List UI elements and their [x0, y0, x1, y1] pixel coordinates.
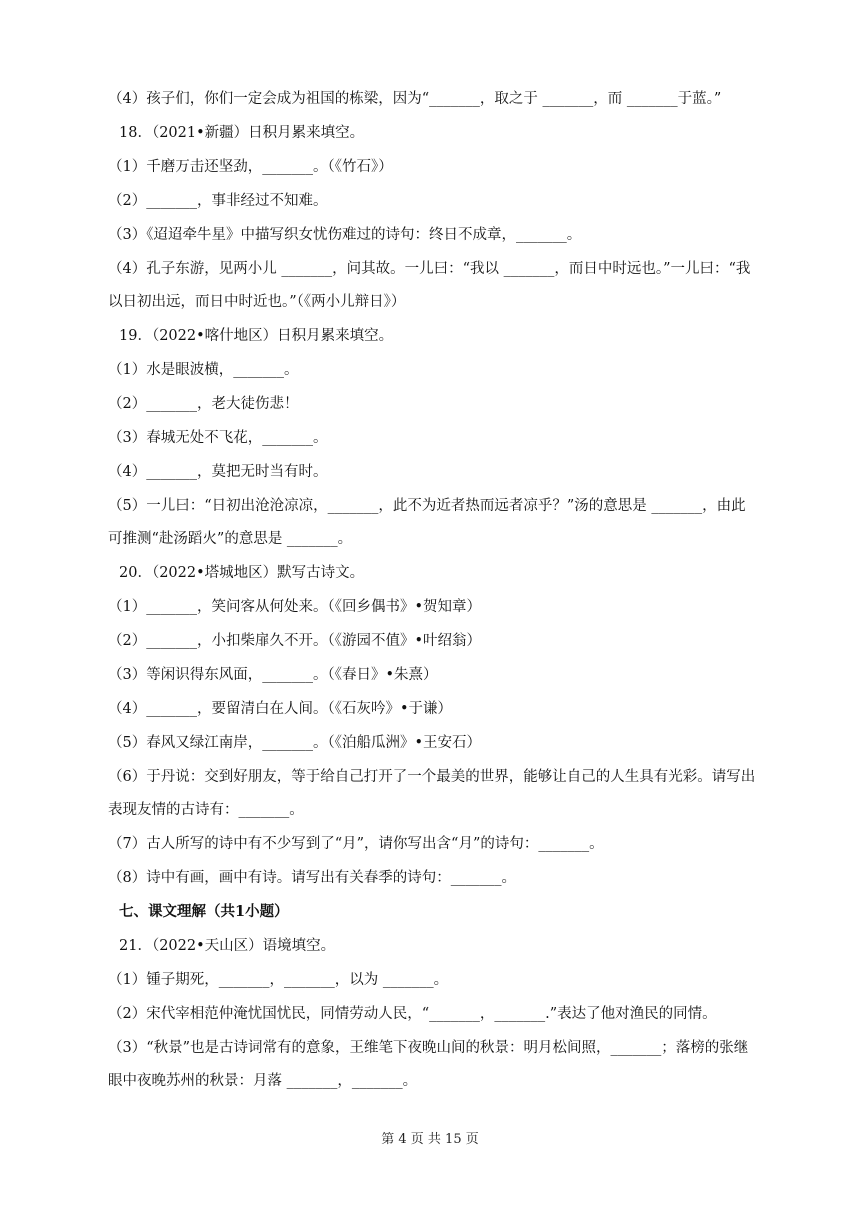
question-21-item-2: （2）宋代宰相范仲淹忧国忧民，同情劳动人民，“_______，_______.”表达了他对渔民的同情。: [108, 1006, 717, 1022]
question-18-item-4-continued: 以日初出远，而日中时近也。”（《两小儿辩日》）: [108, 294, 406, 310]
question-20-item-7: （7）古人所写的诗中有不少写到了“月”，请你写出含“月”的诗句：_______。: [108, 836, 604, 852]
question-20-item-1: （1）_______，笑问客从何处来。（《回乡偶书》•贺知章）: [108, 599, 482, 615]
question-20-item-2: （2）_______，小扣柴扉久不开。（《游园不值》•叶绍翁）: [108, 633, 482, 649]
question-19-item-1: （1）水是眼波横，_______。: [108, 362, 299, 378]
question-21-item-1: （1）锺子期死，_______，_______，以为 _______。: [108, 972, 449, 988]
section-heading-7: 七、课文理解（共1小题）: [119, 903, 289, 920]
question-20-item-8: （8）诗中有画，画中有诗。请写出有关春季的诗句：_______。: [108, 870, 516, 886]
question-18-item-4: （4）孔子东游，见两小儿 _______，问其故。一儿曰：“我以 _______，而日中时远也。”一儿曰：“我: [108, 261, 751, 277]
question-21-item-3: （3）“秋景”也是古诗词常有的意象，王维笔下夜晚山间的秋景：明月松间照，_______；落榜的张继: [108, 1040, 749, 1056]
question-21-item-3-continued: 眼中夜晚苏州的秋景：月落 _______，_______。: [108, 1073, 418, 1089]
question-19-item-4: （4）_______，莫把无时当有时。: [108, 464, 328, 480]
question-19-item-2: （2）_______，老大徒伤悲！: [108, 396, 299, 412]
question-18-heading: 18．（2021•新疆）日积月累来填空。: [119, 125, 365, 141]
question-20-item-3: （3）等闲识得东风面，_______。（《春日》•朱熹）: [108, 667, 438, 683]
question-21-heading: 21．（2022•天山区）语境填空。: [119, 938, 336, 954]
question-20-item-6: （6）于丹说：交到好朋友，等于给自己打开了一个最美的世界，能够让自己的人生具有光彩。请写出: [108, 769, 756, 785]
question-17-item-4: （4）孩子们，你们一定会成为祖国的栋梁，因为“_______，取之于 _______，而 _______于蓝。”: [108, 91, 722, 107]
question-18-item-1: （1）千磨万击还坚劲，_______。（《竹石》）: [108, 159, 393, 175]
question-19-item-5: （5）一儿曰：“日初出沧沧凉凉，_______，此不为近者热而远者凉乎？”汤的意思是 _______，由此: [108, 498, 746, 514]
question-19-item-3: （3）春城无处不飞花，_______。: [108, 430, 328, 446]
page-footer: 第 4 页 共 15 页: [381, 1132, 479, 1147]
question-20-item-4: （4）_______，要留清白在人间。（《石灰吟》•于谦）: [108, 701, 453, 717]
question-19-heading: 19．（2022•喀什地区）日积月累来填空。: [119, 328, 394, 344]
question-18-item-2: （2）_______，事非经过不知难。: [108, 193, 328, 209]
question-20-item-5: （5）春风又绿江南岸，_______。（《泊船瓜洲》•王安石）: [108, 735, 482, 751]
question-19-item-5-continued: 可推测“赴汤蹈火”的意思是 _______。: [108, 531, 353, 547]
question-20-heading: 20．（2022•塔城地区）默写古诗文。: [119, 565, 365, 581]
question-18-item-3: （3）《迢迢牵牛星》中描写织女忧伤难过的诗句：终日不成章，_______。: [108, 227, 582, 243]
question-20-item-6-continued: 表现友情的古诗有：_______。: [108, 802, 304, 818]
